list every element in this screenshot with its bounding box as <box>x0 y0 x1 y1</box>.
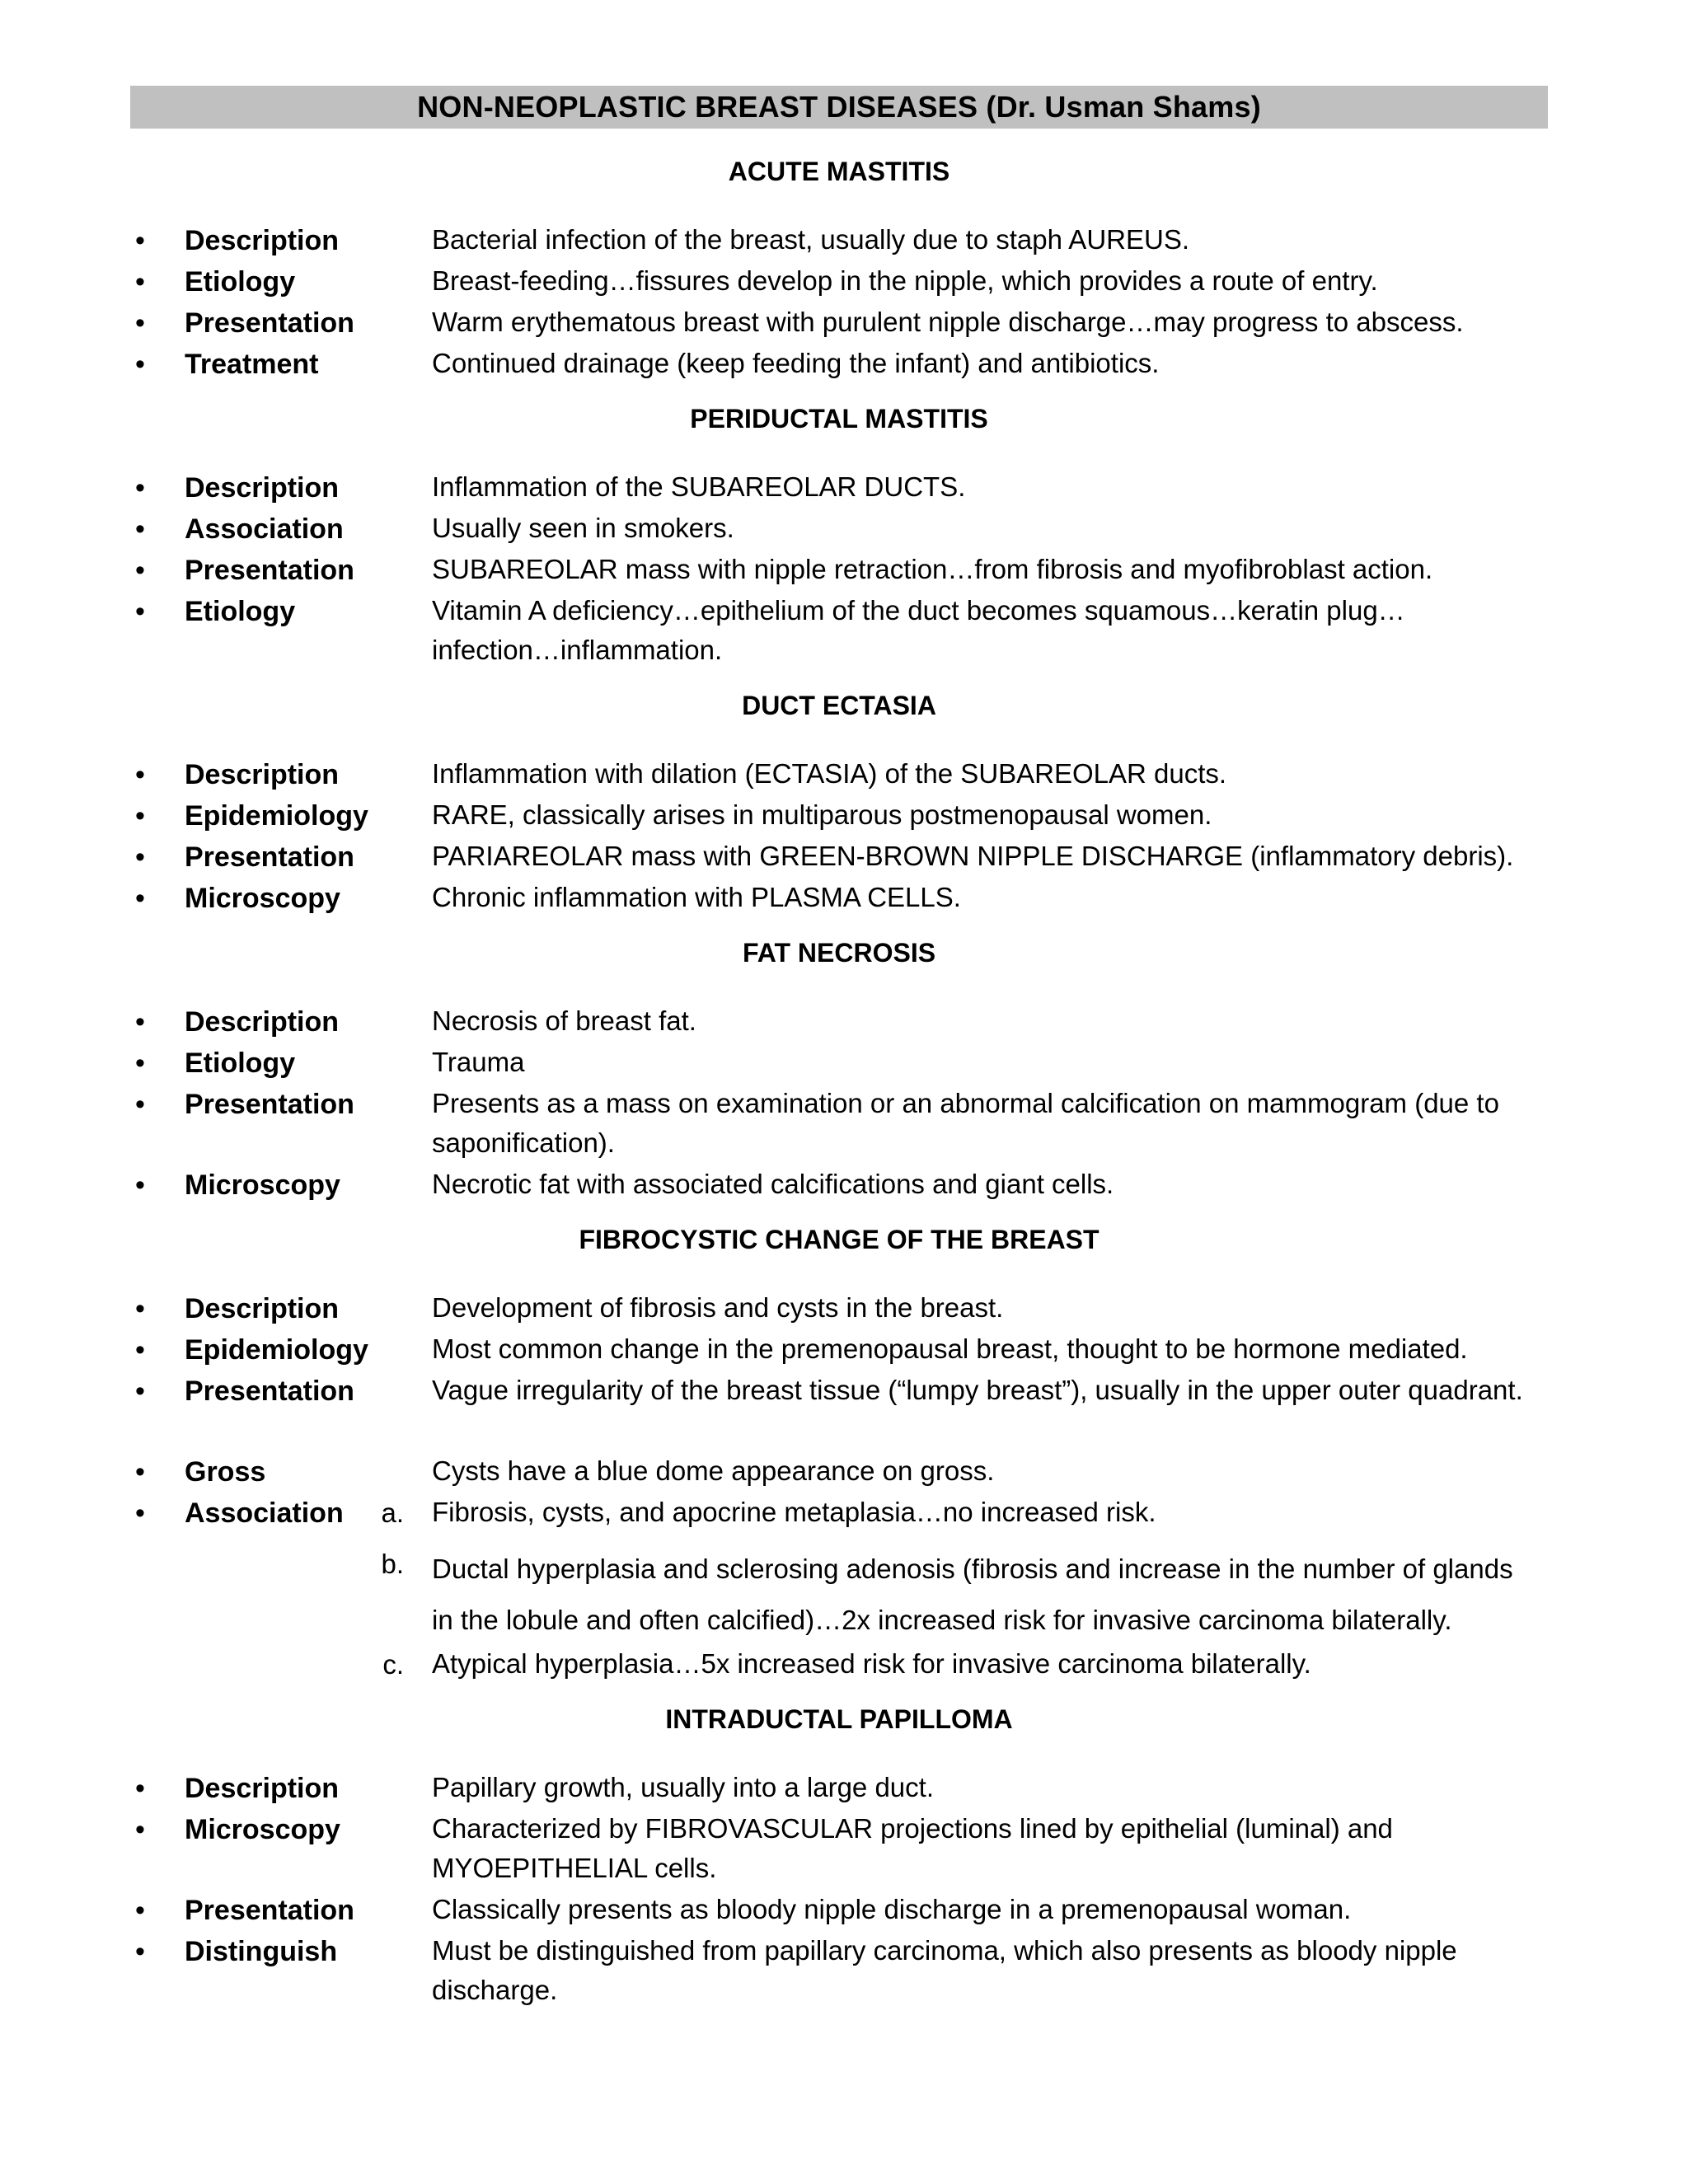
item-label: Epidemiology <box>185 1334 368 1366</box>
item-text: Most common change in the premenopausal breast, thought to be hormone mediated. <box>432 1333 1468 1364</box>
list-item <box>0 1809 1688 1883</box>
item-text: Development of fibrosis and cysts in the breast. <box>432 1292 1004 1323</box>
bullet-icon: • <box>135 1089 145 1120</box>
item-text: Papillary growth, usually into a large duct. <box>432 1772 934 1802</box>
bullet-icon: • <box>135 800 145 832</box>
list-item <box>0 302 1688 344</box>
item-label: Description <box>185 759 340 790</box>
bullet-icon: • <box>135 1814 145 1845</box>
item-label: Description <box>185 1773 340 1804</box>
item-label: Presentation <box>185 841 354 873</box>
list-item <box>0 1371 1688 1412</box>
bullet-icon: • <box>135 349 145 380</box>
bullet-icon: • <box>135 225 145 256</box>
list-item <box>0 878 1688 919</box>
bullet-icon: • <box>135 555 145 586</box>
sub-item-marker: a. <box>381 1497 404 1528</box>
sub-item-marker: c. <box>382 1649 404 1680</box>
sub-item-text: Fibrosis, cysts, and apocrine metaplasia…no increased risk. <box>432 1497 1156 1527</box>
bullet-icon: • <box>135 883 145 914</box>
bullet-icon: • <box>135 1293 145 1324</box>
list-item <box>0 509 1688 550</box>
bullet-icon: • <box>135 1334 145 1366</box>
bullet-icon: • <box>135 1169 145 1201</box>
list-item <box>0 837 1688 878</box>
item-label: Description <box>185 1293 340 1324</box>
bullet-icon: • <box>135 1006 145 1038</box>
bullet-icon: • <box>135 1497 145 1529</box>
list-item <box>0 1931 1688 2005</box>
item-text: Warm erythematous breast with purulent nipple discharge…may progress to abscess. <box>432 307 1464 337</box>
item-text: Presents as a mass on examination or an abnormal calcification on mammogram (due to saponification). <box>432 1088 1499 1158</box>
item-text: Breast-feeding…fissures develop in the nipple, which provides a route of entry. <box>432 265 1378 296</box>
item-text: Vitamin A deficiency…epithelium of the duct becomes squamous…keratin plug… infection…inflammation. <box>432 595 1405 665</box>
list-item <box>0 550 1688 591</box>
item-text: Cysts have a blue dome appearance on gross. <box>432 1455 995 1486</box>
item-text: Necrosis of breast fat. <box>432 1005 696 1036</box>
list-item <box>0 220 1688 261</box>
item-label: Treatment <box>185 349 319 380</box>
list-item <box>0 1084 1688 1158</box>
list-item <box>0 1768 1688 1809</box>
item-label: Description <box>185 225 340 256</box>
section-heading: DUCT ECTASIA <box>742 691 936 720</box>
sub-list-item <box>0 1644 1688 1685</box>
item-text: Necrotic fat with associated calcifications and giant cells. <box>432 1169 1114 1199</box>
list-item <box>0 1288 1688 1329</box>
list-item <box>0 1001 1688 1043</box>
sub-item-text: Ductal hyperplasia and sclerosing adenosis (fibrosis and increase in the number of glands in the lobule and often calcified)…2x increased risk for invasive carcinoma bilaterally. <box>432 1554 1513 1635</box>
section-heading: FIBROCYSTIC CHANGE OF THE BREAST <box>579 1225 1100 1254</box>
item-text: Characterized by FIBROVASCULAR projections lined by epithelial (luminal) and MYOEPITHELIAL cells. <box>432 1813 1393 1883</box>
sub-list-item <box>0 1544 1688 1635</box>
bullet-icon: • <box>135 759 145 790</box>
item-text: Bacterial infection of the breast, usually due to staph AUREUS. <box>432 224 1190 255</box>
list-item <box>0 1890 1688 1931</box>
item-label: Presentation <box>185 555 354 586</box>
title-bar <box>130 86 1548 129</box>
item-text: Usually seen in smokers. <box>432 513 734 543</box>
item-label: Description <box>185 472 340 504</box>
item-label: Association <box>185 513 344 545</box>
bullet-icon: • <box>135 1895 145 1926</box>
section-heading: FAT NECROSIS <box>742 938 936 968</box>
document-title: NON-NEOPLASTIC BREAST DISEASES (Dr. Usman Shams) <box>417 90 1261 124</box>
bullet-icon: • <box>135 307 145 339</box>
item-label: Distinguish <box>185 1936 338 1967</box>
item-label: Presentation <box>185 1895 354 1926</box>
bullet-icon: • <box>135 472 145 504</box>
item-label: Microscopy <box>185 1169 340 1201</box>
list-item <box>0 1451 1688 1493</box>
bullet-icon: • <box>135 1376 145 1407</box>
item-label: Microscopy <box>185 883 340 914</box>
list-item <box>0 467 1688 509</box>
list-item <box>0 1165 1688 1206</box>
item-label: Microscopy <box>185 1814 340 1845</box>
sub-item-text: Atypical hyperplasia…5x increased risk for invasive carcinoma bilaterally. <box>432 1648 1311 1679</box>
item-label: Association <box>185 1497 344 1529</box>
list-item <box>0 754 1688 795</box>
item-text: Inflammation with dilation (ECTASIA) of the SUBAREOLAR ducts. <box>432 758 1227 789</box>
sub-item-marker: b. <box>381 1549 404 1579</box>
bullet-icon: • <box>135 1936 145 1967</box>
item-text: Classically presents as bloody nipple discharge in a premenopausal woman. <box>432 1894 1352 1924</box>
list-item <box>0 795 1688 837</box>
item-label: Gross <box>185 1456 266 1488</box>
item-text: Continued drainage (keep feeding the infant) and antibiotics. <box>432 348 1160 378</box>
item-text: Chronic inflammation with PLASMA CELLS. <box>432 882 961 912</box>
item-label: Epidemiology <box>185 800 368 832</box>
list-item <box>0 344 1688 385</box>
item-text: Vague irregularity of the breast tissue (“lumpy breast”), usually in the upper outer quadrant. <box>432 1375 1523 1405</box>
section-heading: INTRADUCTAL PAPILLOMA <box>665 1704 1013 1734</box>
item-text: Trauma <box>432 1047 525 1077</box>
item-text: Inflammation of the SUBAREOLAR DUCTS. <box>432 471 966 502</box>
item-label: Presentation <box>185 307 354 339</box>
section-heading: PERIDUCTAL MASTITIS <box>690 404 988 434</box>
bullet-icon: • <box>135 596 145 627</box>
sub-list-item <box>0 1493 1688 1534</box>
bullet-icon: • <box>135 266 145 298</box>
item-label: Etiology <box>185 596 296 627</box>
section-heading: ACUTE MASTITIS <box>728 157 950 186</box>
list-item <box>0 1329 1688 1371</box>
list-item <box>0 261 1688 302</box>
bullet-icon: • <box>135 513 145 545</box>
item-text: PARIAREOLAR mass with GREEN-BROWN NIPPLE DISCHARGE (inflammatory debris). <box>432 841 1514 871</box>
bullet-icon: • <box>135 1456 145 1488</box>
list-item <box>0 591 1688 665</box>
bullet-icon: • <box>135 1047 145 1079</box>
item-label: Description <box>185 1006 340 1038</box>
item-label: Etiology <box>185 1047 296 1079</box>
item-text: RARE, classically arises in multiparous postmenopausal women. <box>432 799 1212 830</box>
item-text: Must be distinguished from papillary carcinoma, which also presents as bloody nipple discharge. <box>432 1935 1457 2005</box>
item-label: Presentation <box>185 1376 354 1407</box>
item-label: Presentation <box>185 1089 354 1120</box>
list-item <box>0 1043 1688 1084</box>
item-label: Etiology <box>185 266 296 298</box>
bullet-icon: • <box>135 841 145 873</box>
item-text: SUBAREOLAR mass with nipple retraction…from fibrosis and myofibroblast action. <box>432 554 1433 584</box>
bullet-icon: • <box>135 1773 145 1804</box>
